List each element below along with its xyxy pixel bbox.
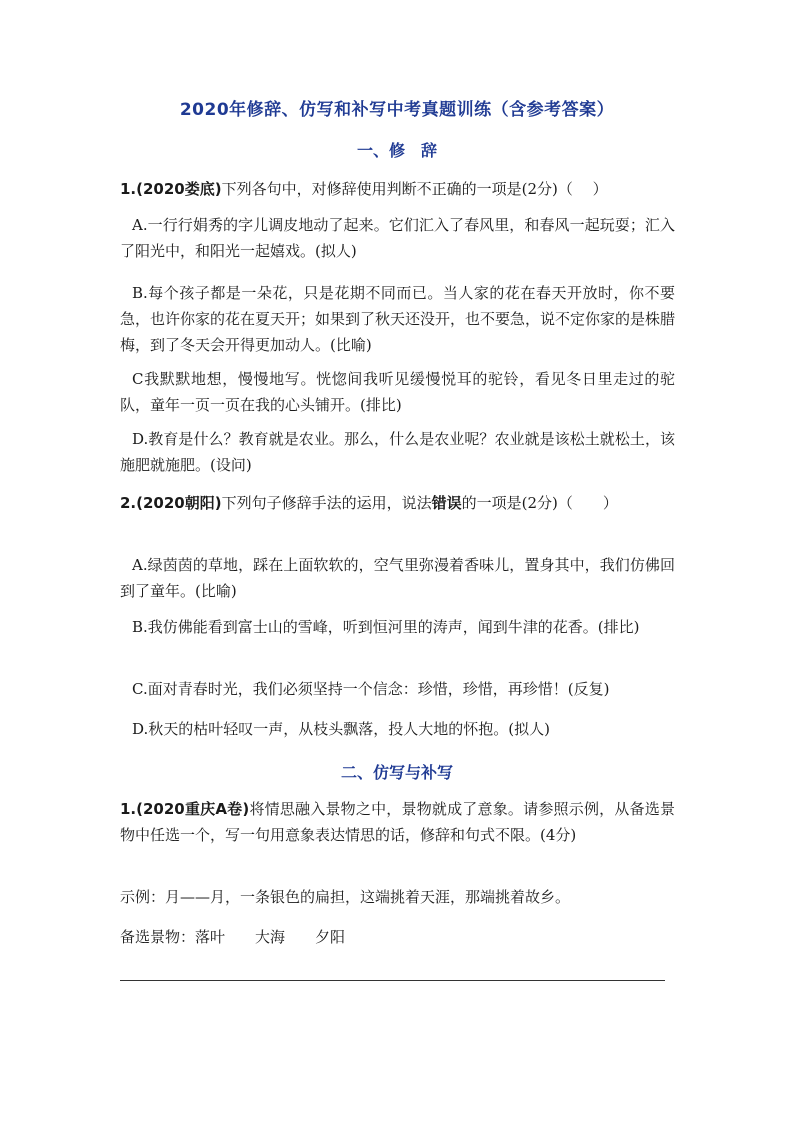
option-c: C我默默地想，慢慢地写。恍惚间我听见缓慢悦耳的驼铃，看见冬日里走过的驼队，童年一页一页在我的心头铺开。(排比) (120, 370, 675, 414)
option-a: A.绿茵茵的草地，踩在上面软软的，空气里弥漫着香味儿，置身其中，我们仿佛回到了童年。(比喻) (120, 556, 675, 600)
option-a: A.一行行娟秀的字儿调皮地动了起来。它们汇入了春风里，和春风一起玩耍；汇入了阳光中，和阳光一起嬉戏。(拟人) (120, 216, 675, 260)
section-heading-rhetoric: 一、修 辞 (356, 141, 437, 160)
question-text: 下列句子修辞手法的运用，说法 (221, 494, 432, 512)
question-source: (2020娄底) (136, 180, 222, 198)
question-number: 1. (120, 800, 137, 818)
question-text-end: 的一项是(2分)（ ） (461, 494, 618, 512)
emphasis-text: 错误 (431, 494, 462, 512)
question-source: (2020朝阳) (136, 494, 222, 512)
option-c: C.面对青春时光，我们必须坚持一个信念：珍惜，珍惜，再珍惜！(反复) (132, 680, 610, 698)
question-1-stem (120, 176, 675, 202)
question-3-stem (120, 796, 675, 848)
option-b: B.我仿佛能看到富士山的雪峰，听到恒河里的涛声，闻到牛津的花香。(排比) (132, 618, 640, 636)
document-title: 2020年修辞、仿写和补写中考真题训练（含参考答案） (179, 100, 615, 120)
question-number: 1. (120, 180, 137, 198)
option-d: D.教育是什么？教育就是农业。那么，什么是农业呢？农业就是该松土就松土，该施肥就施肥。(设问) (120, 430, 675, 474)
question-text: 下列各句中，对修辞使用判断不正确的一项是(2分)（ ） (221, 180, 608, 198)
question-source: (2020重庆A卷) (136, 800, 250, 818)
answer-line[interactable] (120, 980, 665, 981)
example-line: 示例：月——月，一条银色的扁担，这端挑着天涯，那端挑着故乡。 (120, 888, 571, 906)
choices-line: 备选景物：落叶 大海 夕阳 (120, 928, 346, 946)
option-b: B.每个孩子都是一朵花，只是花期不同而已。当人家的花在春天开放时，你不要急，也许你家的花在夏天开；如果到了秋天还没开，也不要急，说不定你家的是株腊梅，到了冬天会开得更加动人。(比喻) (120, 284, 676, 354)
section-heading-imitation: 二、仿写与补写 (340, 763, 453, 782)
question-number: 2. (120, 494, 137, 512)
question-text: 将情思融入景物之中，景物就成了意象。请参照示例，从备选景物中任选一个，写一句用意象表达情思的话，修辞和句式不限。(4分) (120, 800, 675, 844)
option-d: D.秋天的枯叶轻叹一声，从枝头飘落，投人大地的怀抱。(拟人) (132, 720, 550, 738)
question-2-stem (120, 490, 675, 516)
